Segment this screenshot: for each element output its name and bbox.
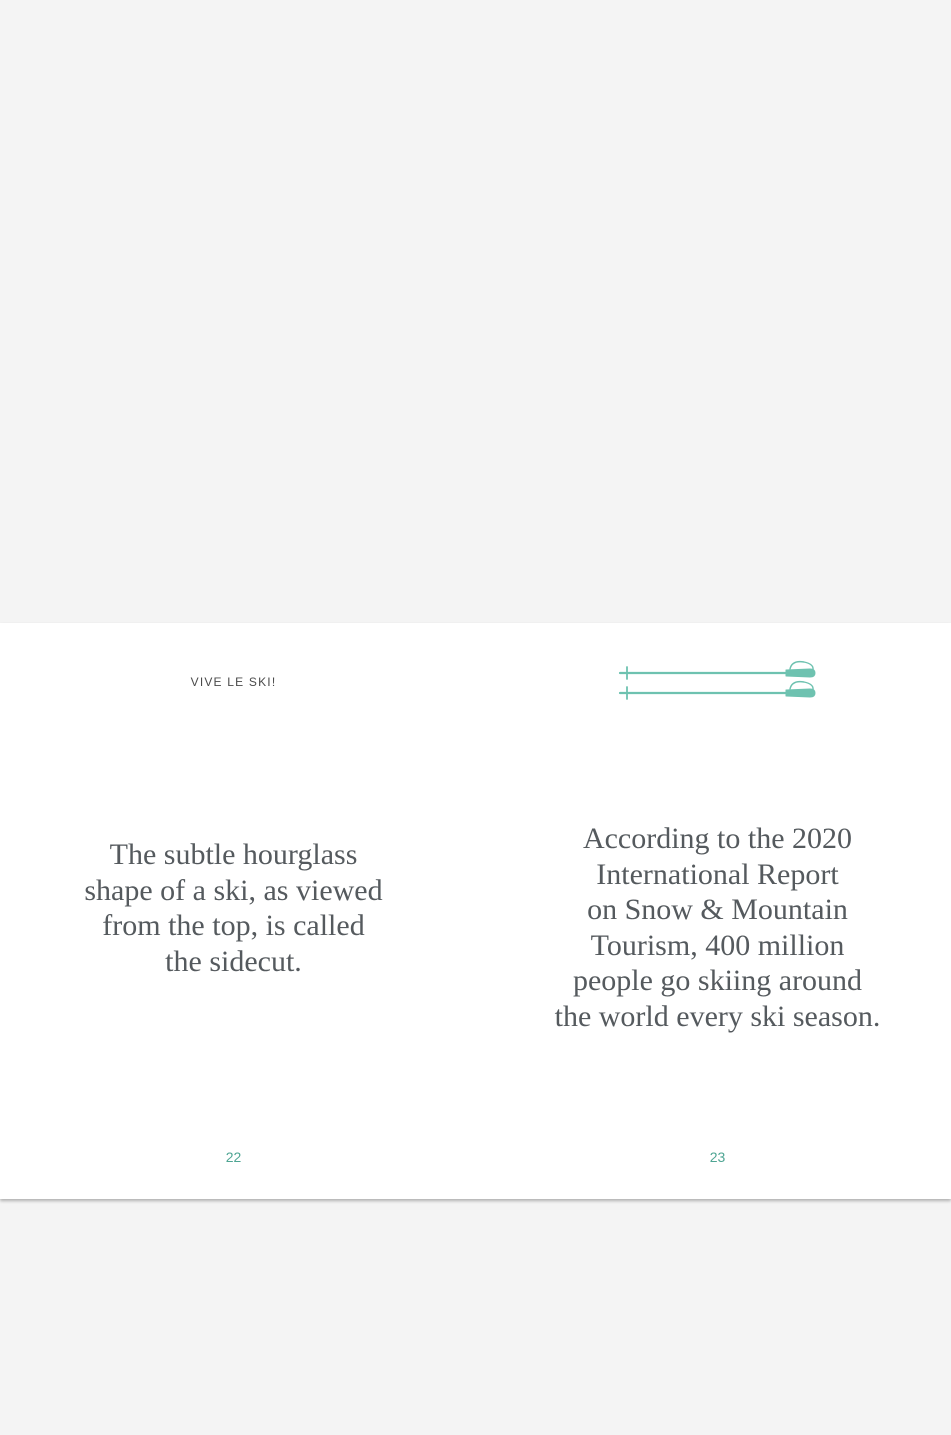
running-head: VIVE LE SKI! — [190, 675, 277, 689]
fact-line: The subtle hourglass — [109, 838, 358, 871]
left-page-fact — [0, 837, 467, 979]
ski-poles-icon — [614, 659, 820, 703]
fact-line: International Report — [596, 857, 839, 891]
page-number-left: 22 — [225, 1149, 242, 1165]
page-number-right: 23 — [709, 1149, 726, 1165]
fact-line: from the top, is called — [102, 909, 365, 943]
right-page-fact — [484, 821, 951, 1035]
fact-line: the world every ski season. — [554, 999, 881, 1033]
left-page — [0, 623, 467, 1199]
book-spread — [0, 623, 951, 1199]
fact-line: the sidecut. — [165, 944, 302, 978]
right-page — [484, 623, 951, 1199]
fact-line: According to the 2020 — [582, 822, 853, 855]
fact-line: Tourism, 400 million — [590, 928, 845, 962]
fact-line: shape of a ski, as viewed — [84, 873, 383, 907]
fact-line: on Snow & Mountain — [587, 893, 848, 927]
fact-line: people go skiing around — [572, 964, 863, 998]
